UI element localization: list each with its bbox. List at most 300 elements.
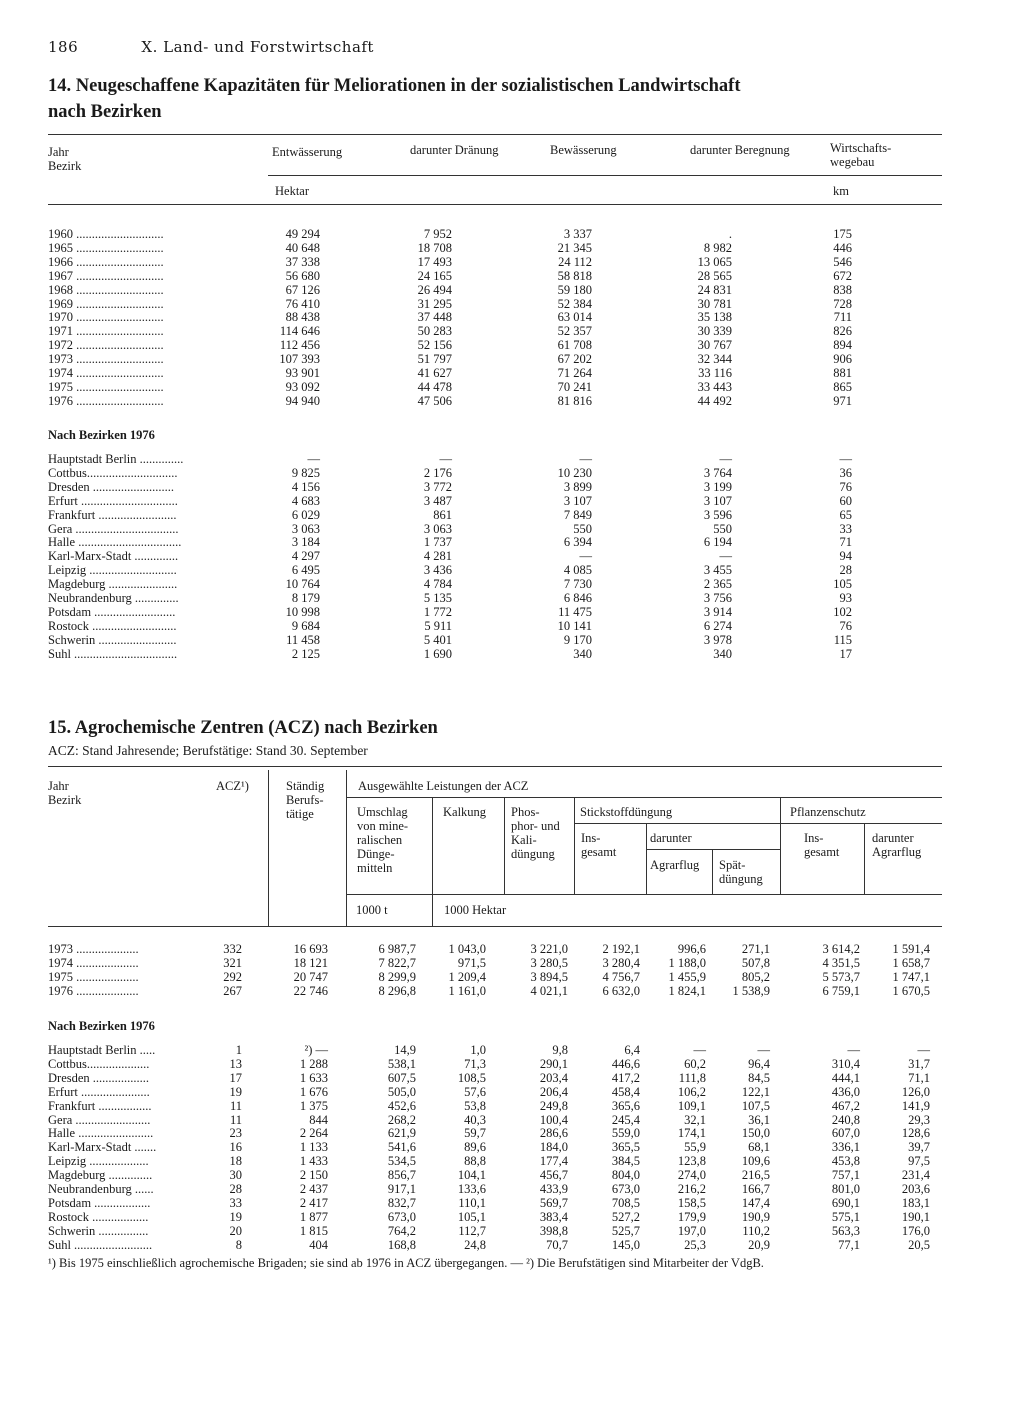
t15-bezirk-cell: 6,4 (624, 1043, 640, 1057)
t15-bezirk-cell: 104,1 (457, 1168, 486, 1183)
t14-bezirk-cell: 4 156 (291, 479, 320, 494)
t15-vrule-phosphor (574, 797, 575, 894)
t15-bezirk-cell: 183,1 (901, 1195, 930, 1210)
t15-bezirk-row-label: Magdeburg .............. (48, 1168, 153, 1183)
t14-bezirk-cell: 11 458 (286, 632, 320, 647)
t15-bezirk-cell: 458,4 (611, 1084, 640, 1099)
t14-year-cell: 24 112 (558, 254, 592, 269)
t15-bezirk-cell: — (693, 1043, 706, 1057)
t15-header-stick-insgesamt: Ins- gesamt (581, 831, 617, 859)
t14-bezirk-cell: 3 063 (423, 521, 452, 536)
t14-bezirk-cell: 76 (839, 479, 852, 494)
t14-year-cell: 175 (833, 227, 852, 241)
t15-vrule-stick (780, 797, 781, 894)
t14-year-cell: 33 443 (697, 379, 732, 394)
t14-bezirk-cell: 3 107 (703, 493, 732, 508)
t14-bezirk-cell: 6 394 (563, 535, 592, 550)
t14-year-row (0, 283, 1024, 297)
t14-bezirk-row (0, 549, 1024, 563)
t14-bezirk-row (0, 452, 1024, 466)
t15-year-cell: 4 756,7 (602, 969, 640, 984)
t14-bezirk-row (0, 494, 1024, 508)
t15-bezirk-cell: 569,7 (539, 1195, 568, 1210)
t14-year-cell: 906 (833, 352, 852, 367)
t15-bezirk-cell: 190,1 (901, 1209, 930, 1224)
t14-year-row-label: 1965 ............................ (48, 240, 164, 255)
t15-bezirk-cell: 433,9 (539, 1182, 568, 1196)
t14-bezirk-cell: 6 846 (563, 591, 592, 605)
t15-year-cell: 3 614,2 (822, 942, 860, 956)
t14-year-row (0, 241, 1024, 255)
t14-bezirk-cell: 6 029 (291, 507, 320, 522)
t14-bezirk-cell: 60 (839, 493, 852, 508)
t15-bezirk-cell: 563,3 (831, 1223, 860, 1238)
t15-bezirk-cell: 109,1 (677, 1098, 706, 1113)
t15-bezirk-row (0, 1140, 1024, 1154)
t14-year-cell: 52 357 (557, 324, 592, 339)
t15-bezirk-cell: 917,1 (387, 1182, 416, 1196)
running-head (48, 38, 374, 56)
t14-bezirk-cell: 6 194 (703, 535, 732, 550)
t14-year-cell: 37 448 (417, 310, 452, 325)
t15-year-cell: 507,8 (741, 955, 770, 970)
t15-header-pflanz-insgesamt: Ins- gesamt (804, 831, 840, 859)
t14-year-cell: 63 014 (557, 310, 592, 325)
t14-year-row (0, 352, 1024, 366)
t15-bezirk-cell: 20,9 (748, 1237, 770, 1252)
t14-bezirk-cell: 5 135 (423, 591, 452, 605)
t15-bezirk-cell: 179,9 (677, 1209, 706, 1224)
t15-header-pflanzenschutz: Pflanzenschutz (790, 805, 866, 819)
t15-year-cell: 3 280,5 (530, 955, 568, 970)
t14-year-row-label: 1967 ............................ (48, 268, 164, 283)
t14-year-cell: 672 (833, 268, 852, 283)
t14-bezirk-cell: 4 297 (291, 549, 320, 564)
t15-bezirk-cell: 20,5 (908, 1237, 930, 1252)
t15-header-berufstaetige: Ständig Berufs- tätige (286, 779, 325, 821)
t14-bezirk-cell: 3 899 (563, 479, 592, 494)
t15-bezirk-row (0, 1238, 1024, 1252)
t15-bezirk-cell: 446,6 (611, 1056, 640, 1071)
t15-bezirk-cell: 2 437 (299, 1182, 328, 1196)
t14-year-row-label: 1972 ............................ (48, 338, 164, 353)
t14-bezirk-cell: 3 978 (703, 632, 732, 647)
t15-bezirk-row-label: Neubrandenburg ...... (48, 1182, 154, 1196)
t15-year-cell: 22 746 (293, 983, 328, 998)
t15-bezirk-cell: 29,3 (908, 1112, 930, 1127)
t14-bezirk-cell: 105 (833, 577, 852, 592)
t15-header-kalkung: Kalkung (443, 805, 487, 819)
t14-bezirk-row-label: Cottbus............................. (48, 465, 178, 480)
t15-bezirk-cell: 206,4 (539, 1084, 568, 1099)
t14-year-cell: 21 345 (557, 240, 592, 255)
t14-bezirk-cell: 33 (839, 521, 852, 536)
t15-vrule-pflanz-ins (864, 823, 865, 894)
t15-bezirk-cell: 456,7 (539, 1168, 568, 1183)
t15-bezirk-cell: 268,2 (387, 1112, 416, 1127)
t15-bezirk-cell: 607,5 (387, 1070, 416, 1085)
t15-year-cell: 332 (223, 942, 242, 956)
t14-year-cell: 32 344 (697, 352, 732, 367)
t15-year-cell: 1 161,0 (448, 983, 486, 998)
t14-bezirk-cell: 8 179 (291, 591, 320, 605)
t15-bezirk-cell: 444,1 (831, 1070, 860, 1085)
t15-bezirke-heading: Nach Bezirken 1976 (48, 1019, 155, 1033)
t15-year-cell: 1 455,9 (668, 969, 706, 984)
t15-header-stickstoff: Stickstoffdüngung (580, 805, 673, 819)
t15-year-cell: 267 (223, 983, 242, 998)
t14-year-cell: 76 410 (285, 296, 320, 311)
t15-header-spaetduengung: Spät- düngung (719, 858, 763, 886)
t14-bezirk-cell: 1 772 (423, 604, 452, 619)
t14-bezirk-cell: 3 772 (423, 479, 452, 494)
t14-year-row-label: 1976 ............................ (48, 393, 164, 408)
t14-bezirk-cell: 5 401 (423, 632, 452, 647)
t15-bezirk-cell: 417,2 (611, 1070, 640, 1085)
t15-bezirk-cell: 60,2 (684, 1056, 706, 1071)
t15-bezirk-cell: 174,1 (677, 1126, 706, 1141)
t15-bezirk-cell: 110,2 (742, 1223, 770, 1238)
t14-bezirk-row-label: Magdeburg ...................... (48, 577, 178, 592)
t14-year-row (0, 255, 1024, 269)
t14-year-cell: 30 781 (697, 296, 732, 311)
t15-bezirk-cell: 19 (229, 1084, 242, 1099)
t15-bezirk-cell: 40,3 (464, 1112, 486, 1127)
t15-bezirk-cell: 203,4 (539, 1070, 568, 1085)
t15-bezirk-cell: 13 (229, 1056, 242, 1071)
t14-bezirk-row-label: Frankfurt ......................... (48, 507, 177, 522)
t14-bezirk-row-label: Erfurt ............................... (48, 493, 178, 508)
t15-vrule-acz (268, 770, 269, 926)
t15-bezirk-cell: 39,7 (908, 1140, 930, 1155)
t14-bezirk-cell: — (719, 549, 732, 564)
t14-header-beregnung: darunter Beregnung (690, 143, 790, 157)
chapter-title: X. Land- und Forstwirtschaft (141, 38, 374, 56)
t15-bezirk-cell: 453,8 (831, 1154, 860, 1169)
t14-year-cell: 71 264 (557, 366, 592, 380)
table-15-footnote: ¹) Bis 1975 einschließlich agrochemische Brigaden; sie sind ab 1976 in ACZ übergegangen. — ²) Die Berufstätigen sind Mitarbeiter der VdgB. (48, 1256, 764, 1270)
t14-bezirk-cell: 17 (839, 646, 852, 661)
t14-year-cell: 31 295 (417, 296, 452, 311)
t15-bezirk-row (0, 1099, 1024, 1113)
t15-bezirk-row (0, 1196, 1024, 1210)
t15-bezirk-row-label: Suhl ......................... (48, 1237, 153, 1252)
t15-bezirk-cell: 109,6 (741, 1154, 770, 1169)
t14-year-cell: 17 493 (417, 254, 452, 269)
t15-bezirk-cell: 105,1 (457, 1209, 486, 1224)
t15-bezirk-cell: 336,1 (831, 1140, 860, 1155)
t15-bezirk-cell: 1 676 (299, 1084, 328, 1099)
t15-bezirk-row-label: Schwerin ................ (48, 1223, 149, 1238)
t14-year-row (0, 366, 1024, 380)
t15-bezirk-cell: 33 (229, 1195, 242, 1210)
t14-bezirk-cell: 1 737 (423, 535, 452, 550)
t14-year-row (0, 324, 1024, 338)
t15-header-stick-darunter: darunter (650, 831, 692, 845)
t14-bezirk-cell: 2 176 (423, 465, 452, 480)
t15-year-row-label: 1975 .................... (48, 969, 139, 984)
t14-bezirk-cell: — (439, 452, 452, 466)
t15-year-cell: 18 121 (293, 955, 328, 970)
t14-bezirk-cell: 76 (839, 618, 852, 633)
t15-bezirk-cell: 764,2 (387, 1223, 416, 1238)
t15-bezirk-cell: 9,8 (552, 1043, 568, 1057)
t14-year-cell: 70 241 (557, 379, 592, 394)
t14-year-cell: 58 818 (557, 268, 592, 283)
t15-bezirk-cell: 286,6 (539, 1126, 568, 1141)
t14-year-row-label: 1968 ............................ (48, 282, 164, 297)
t14-year-row-label: 1973 ............................ (48, 352, 164, 367)
t15-leistungen-rule (346, 797, 942, 798)
t15-bezirk-cell: 2 417 (299, 1195, 328, 1210)
t14-bezirk-row-label: Leipzig ............................ (48, 563, 177, 578)
t14-header-wegebau: Wirtschafts- wegebau (830, 141, 892, 169)
t15-vrule-agrarflug (712, 849, 713, 894)
t15-bezirk-cell: 14,9 (394, 1043, 416, 1057)
table-14-header-rule (48, 204, 942, 205)
t14-year-row (0, 394, 1024, 408)
t15-bezirk-cell: 1 288 (299, 1056, 328, 1071)
t15-bezirk-cell: 25,3 (684, 1237, 706, 1252)
t15-bezirk-cell: 436,0 (831, 1084, 860, 1099)
t15-year-cell: 1 538,9 (732, 983, 770, 998)
t15-year-cell: 20 747 (293, 969, 328, 984)
t14-year-row (0, 297, 1024, 311)
t15-bezirk-cell: 607,0 (831, 1126, 860, 1141)
t14-year-cell: 838 (833, 282, 852, 297)
t15-header-row-label: Jahr Bezirk (48, 779, 82, 807)
t15-bezirk-cell: 1 815 (299, 1223, 328, 1238)
t15-bezirk-cell: 690,1 (831, 1195, 860, 1210)
t14-year-cell: 30 339 (697, 324, 732, 339)
t15-bezirk-cell: 203,6 (901, 1182, 930, 1196)
t14-year-cell: 47 506 (417, 393, 452, 408)
t15-bezirk-cell: 16 (229, 1140, 242, 1155)
t15-bezirk-cell: 11 (229, 1098, 242, 1113)
t15-year-cell: 8 299,9 (378, 969, 416, 984)
t14-bezirk-row-label: Schwerin ......................... (48, 632, 177, 647)
t15-bezirk-cell: 844 (309, 1112, 328, 1127)
t15-bezirk-row (0, 1182, 1024, 1196)
t15-bezirk-cell: 575,1 (831, 1209, 860, 1224)
t15-bezirk-cell: 176,0 (901, 1223, 930, 1238)
t14-unit-rule (268, 175, 942, 176)
t15-year-cell: 1 043,0 (448, 942, 486, 956)
t14-bezirk-cell: 2 365 (703, 577, 732, 592)
t15-bezirk-cell: 100,4 (539, 1112, 568, 1127)
t15-bezirk-cell: 158,5 (677, 1195, 706, 1210)
t14-bezirk-row (0, 563, 1024, 577)
t14-bezirk-cell: 36 (839, 465, 852, 480)
t14-bezirk-cell: 3 107 (563, 493, 592, 508)
t14-year-cell: 59 180 (557, 282, 592, 297)
t14-bezirk-row-label: Dresden .......................... (48, 479, 175, 494)
t14-header-row-label: Jahr Bezirk (48, 145, 82, 173)
t15-bezirk-row (0, 1085, 1024, 1099)
t15-bezirk-cell: 216,5 (741, 1168, 770, 1183)
t14-bezirk-cell: 4 085 (563, 563, 592, 578)
t14-bezirk-cell: 340 (573, 646, 592, 661)
t14-bezirk-cell: 28 (839, 563, 852, 578)
t15-sub-rule (574, 823, 942, 824)
t15-header-leistungen: Ausgewählte Leistungen der ACZ (358, 779, 529, 793)
t15-year-cell: 1 747,1 (892, 969, 930, 984)
t15-bezirk-cell: 141,9 (901, 1098, 930, 1113)
t14-bezirk-cell: 4 281 (423, 549, 452, 564)
t15-bezirk-cell: 621,9 (387, 1126, 416, 1141)
t15-bezirk-cell: 23 (229, 1126, 242, 1141)
t15-bezirk-row (0, 1113, 1024, 1127)
t14-bezirk-cell: 9 684 (291, 618, 320, 633)
t15-year-cell: 1 824,1 (668, 983, 706, 998)
t14-unit-km: km (833, 184, 849, 198)
t15-bezirk-cell: 177,4 (539, 1154, 568, 1169)
t15-bezirk-cell: 8 (235, 1237, 242, 1252)
t14-bezirk-cell: — (579, 549, 592, 564)
t14-bezirk-cell: — (839, 452, 852, 466)
t15-year-cell: 6 987,7 (378, 942, 416, 956)
t15-year-cell: 805,2 (741, 969, 770, 984)
t15-bezirk-cell: 538,1 (387, 1056, 416, 1071)
t14-bezirk-cell: 1 690 (423, 646, 452, 661)
t15-bezirk-cell: — (757, 1043, 770, 1057)
t15-bezirk-cell: 55,9 (684, 1140, 706, 1155)
t15-darunter-rule (646, 849, 780, 850)
t15-bezirk-cell: 216,2 (677, 1182, 706, 1196)
t14-bezirk-row-label: Rostock ........................... (48, 618, 177, 633)
t15-bezirk-cell: 17 (229, 1070, 242, 1085)
t15-bezirk-row-label: Cottbus.................... (48, 1056, 150, 1071)
t14-bezirk-cell: 550 (573, 521, 592, 536)
t14-year-cell: 894 (833, 338, 852, 353)
t15-bezirk-cell: 123,8 (677, 1154, 706, 1169)
t15-year-cell: 8 296,8 (378, 983, 416, 998)
t15-bezirk-cell: 106,2 (677, 1084, 706, 1099)
t15-bezirk-row-label: Potsdam .................. (48, 1195, 151, 1210)
t15-unit-1000t: 1000 t (356, 903, 388, 917)
t14-year-cell: 971 (833, 393, 852, 408)
t14-year-cell: 7 952 (423, 227, 452, 241)
t14-bezirk-row (0, 508, 1024, 522)
t15-bezirk-cell: 383,4 (539, 1209, 568, 1224)
t15-bezirk-cell: 1,0 (470, 1043, 486, 1057)
t14-year-cell: 61 708 (557, 338, 592, 353)
t14-year-cell: 51 797 (417, 352, 452, 367)
t14-year-cell: 30 767 (697, 338, 732, 353)
t15-bezirk-row-label: Frankfurt ................. (48, 1098, 152, 1113)
table-15-top-rule (48, 766, 942, 767)
t15-bezirk-row-label: Rostock .................. (48, 1209, 149, 1224)
t15-bezirk-cell: 96,4 (748, 1056, 770, 1071)
t14-year-cell: 49 294 (285, 227, 320, 241)
t15-year-cell: 3 280,4 (602, 955, 640, 970)
t14-bezirk-row (0, 591, 1024, 605)
t14-bezirk-cell: 3 914 (703, 604, 732, 619)
t14-bezirk-row (0, 605, 1024, 619)
t15-bezirk-cell: 89,6 (464, 1140, 486, 1155)
t15-bezirk-cell: 18 (229, 1154, 242, 1169)
t15-bezirk-cell: 240,8 (831, 1112, 860, 1127)
t14-year-cell: 826 (833, 324, 852, 339)
t15-bezirk-cell: 804,0 (611, 1168, 640, 1183)
t15-bezirk-row-label: Leipzig ................... (48, 1154, 149, 1169)
t15-year-cell: 6 632,0 (602, 983, 640, 998)
t15-bezirk-cell: 231,4 (901, 1168, 930, 1183)
t15-bezirk-cell: 534,5 (387, 1154, 416, 1169)
t14-bezirk-cell: 4 784 (423, 577, 452, 592)
t15-bezirk-cell: 274,0 (677, 1168, 706, 1183)
t15-bezirk-cell: 112,7 (458, 1223, 486, 1238)
t14-bezirk-cell: 71 (839, 535, 852, 550)
t15-year-row (0, 970, 1024, 984)
t15-bezirk-cell: 1 375 (299, 1098, 328, 1113)
t15-vrule-umschlag (432, 797, 433, 926)
t15-year-row (0, 942, 1024, 956)
t14-year-cell: 93 092 (285, 379, 320, 394)
t14-bezirk-cell: 11 475 (558, 604, 592, 619)
t14-year-cell: 44 478 (417, 379, 452, 394)
t15-year-row (0, 984, 1024, 998)
t14-year-cell: 67 202 (557, 352, 592, 367)
t14-year-cell: 112 456 (279, 338, 320, 353)
t15-bezirk-cell: 1 (235, 1043, 242, 1057)
t15-year-cell: 271,1 (741, 942, 770, 956)
t15-bezirk-cell: 126,0 (901, 1084, 930, 1099)
t15-bezirk-cell: 197,0 (677, 1223, 706, 1238)
t15-year-cell: 1 658,7 (892, 955, 930, 970)
t15-bezirk-cell: ²) — (304, 1043, 328, 1057)
t14-year-cell: 865 (833, 379, 852, 394)
t14-bezirk-cell: 9 825 (291, 465, 320, 480)
t14-year-cell: 24 165 (417, 268, 452, 283)
t15-bezirk-cell: 856,7 (387, 1168, 416, 1183)
t14-bezirk-cell: — (579, 452, 592, 466)
t15-bezirk-cell: 32,1 (684, 1112, 706, 1127)
t15-year-cell: 5 573,7 (822, 969, 860, 984)
t14-year-cell: 81 816 (557, 393, 592, 408)
t15-bezirk-cell: 166,7 (741, 1182, 770, 1196)
t15-header-umschlag: Umschlag von mine- ralischen Dünge- mitteln (357, 805, 409, 875)
t14-year-cell: 3 337 (563, 227, 592, 241)
t15-year-row-label: 1976 .................... (48, 983, 139, 998)
t14-year-cell: 446 (833, 240, 852, 255)
t14-year-cell: 40 648 (285, 240, 320, 255)
t15-bezirk-cell: 147,4 (741, 1195, 770, 1210)
t15-bezirk-cell: 398,8 (539, 1223, 568, 1238)
t15-bezirk-cell: 70,7 (546, 1237, 568, 1252)
t15-bezirk-cell: 31,7 (908, 1056, 930, 1071)
t15-bezirk-cell: 107,5 (741, 1098, 770, 1113)
t14-bezirk-cell: 6 274 (703, 618, 732, 633)
table-14-title-line1: 14. Neugeschaffene Kapazitäten für Meliorationen in der sozialistischen Landwirtschaft (48, 76, 741, 96)
t15-bezirk-cell: 559,0 (611, 1126, 640, 1141)
t14-year-cell: 107 393 (279, 352, 320, 367)
t15-bezirk-row (0, 1224, 1024, 1238)
t15-bezirk-row (0, 1071, 1024, 1085)
t14-year-cell: 88 438 (285, 310, 320, 325)
t15-year-cell: 3 894,5 (530, 969, 568, 984)
t14-year-cell: 728 (833, 296, 852, 311)
t14-bezirk-cell: 340 (713, 646, 732, 661)
t14-bezirk-row-label: Neubrandenburg .............. (48, 591, 179, 605)
t15-year-cell: 16 693 (293, 942, 328, 956)
t15-vrule-stick-ins (646, 823, 647, 894)
t14-year-cell: 114 646 (279, 324, 320, 339)
t15-bezirk-cell: 673,0 (611, 1182, 640, 1196)
t14-year-cell: 33 116 (698, 366, 732, 380)
t15-bezirk-row-label: Halle ........................ (48, 1126, 154, 1141)
t15-bezirk-row-label: Gera ........................ (48, 1112, 151, 1127)
